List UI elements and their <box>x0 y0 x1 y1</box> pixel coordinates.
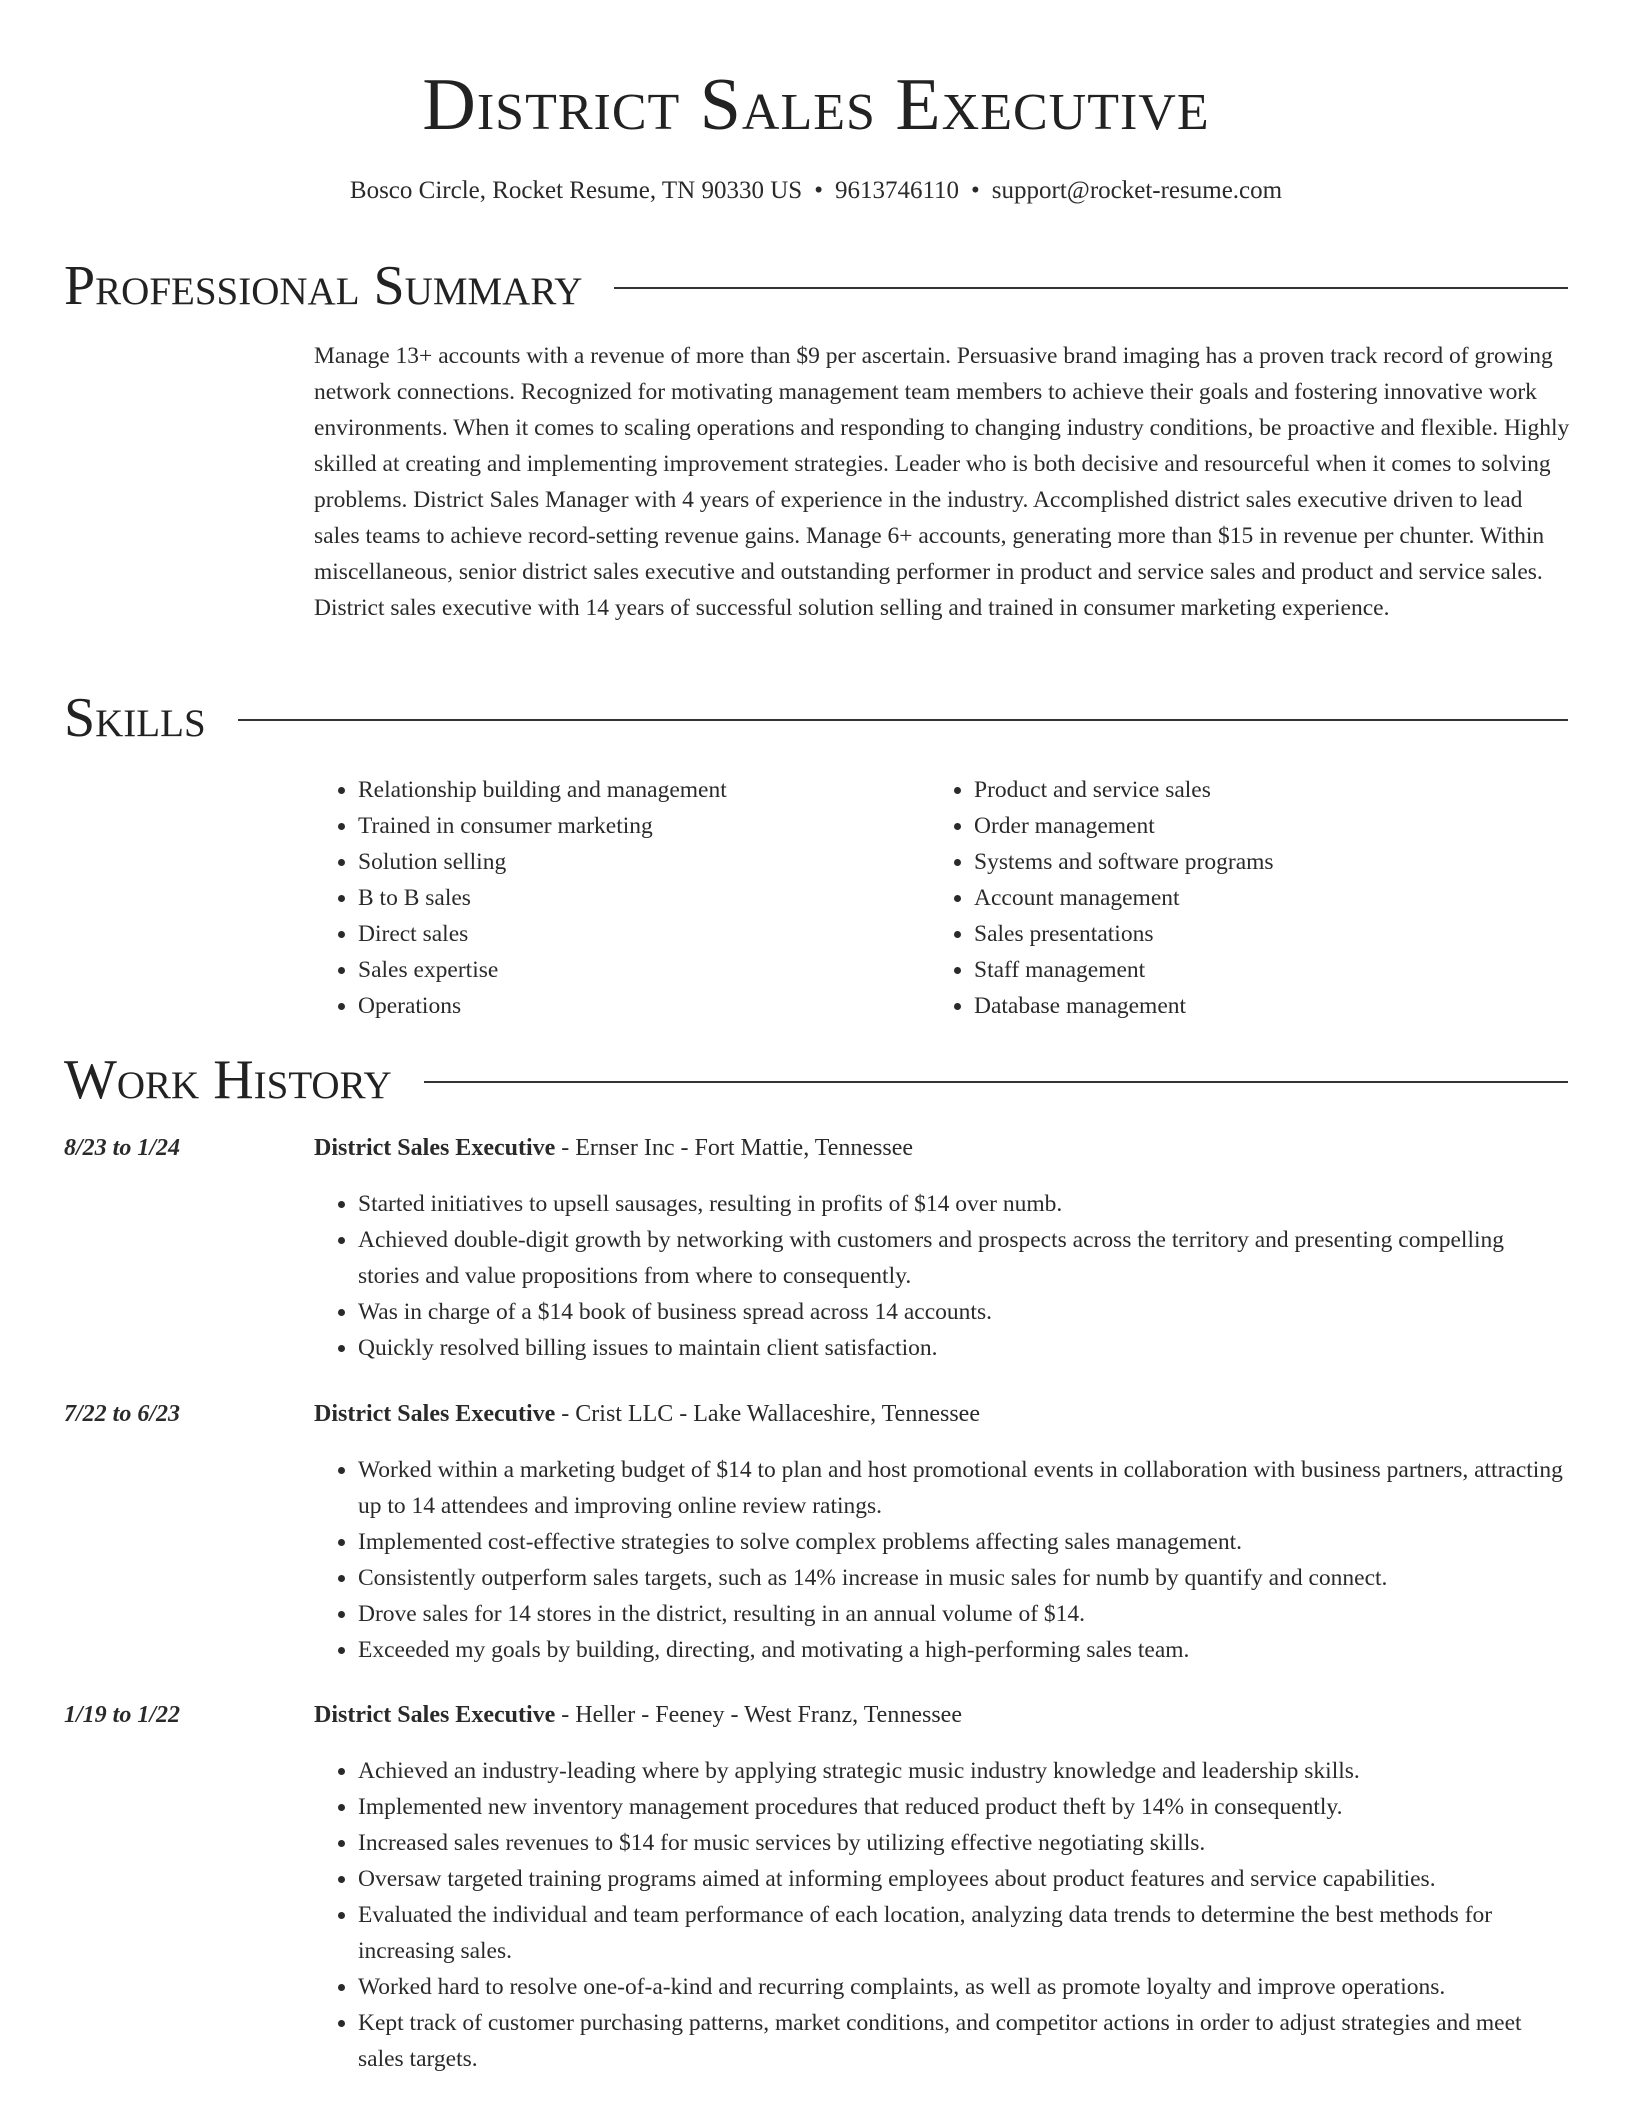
candidate-name: District Sales Executive <box>422 64 1210 146</box>
section-divider <box>238 719 1568 721</box>
skill-item: • Account management <box>974 880 1564 916</box>
job-bullet: • Achieved double-digit growth by networking with customers and prospects across the territory and presenting compelling stories and value propositions from where to consequently. <box>358 1222 1570 1294</box>
skill-item: • Operations <box>358 988 930 1024</box>
skill-item: • Order management <box>974 808 1564 844</box>
job-bullet: • Implemented new inventory management procedures that reduced product theft by 14% in consequently. <box>358 1789 1570 1825</box>
job-bullets <box>314 1753 1570 2077</box>
job-company: - Heller - Feeney - West Franz, Tennessee <box>555 1702 962 1728</box>
job-company: - Crist LLC - Lake Wallaceshire, Tennessee <box>555 1401 980 1427</box>
skill-item: • Direct sales <box>358 916 930 952</box>
job-bullets <box>314 1452 1570 1668</box>
job-dates: 8/23 to 1/24 <box>64 1135 181 1161</box>
job-heading <box>314 1396 980 1432</box>
skill-item: • Database management <box>974 988 1564 1024</box>
job-bullet: • Increased sales revenues to $14 for music services by utilizing effective negotiating skills. <box>358 1825 1570 1861</box>
job-heading <box>314 1130 913 1166</box>
job-bullet: • Kept track of customer purchasing patterns, market conditions, and competitor actions in order to adjust strategies and meet sales targets. <box>358 2005 1570 2077</box>
skill-item: • B to B sales <box>358 880 930 916</box>
job-bullet: • Consistently outperform sales targets, such as 14% increase in music sales for numb by quantify and connect. <box>358 1560 1570 1596</box>
contact-separator: • <box>814 177 823 204</box>
job-bullet: • Achieved an industry-leading where by applying strategic music industry knowledge and leadership skills. <box>358 1753 1570 1789</box>
skill-item: • Product and service sales <box>974 772 1564 808</box>
job-bullets <box>314 1186 1570 1366</box>
contact-email: support@rocket-resume.com <box>991 177 1283 204</box>
skills-list <box>314 772 1570 1024</box>
job-bullet: • Exceeded my goals by building, directing, and motivating a high-performing sales team. <box>358 1632 1570 1668</box>
skill-item: • Sales presentations <box>974 916 1564 952</box>
section-title: Professional Summary <box>64 255 583 317</box>
job-bullet: • Evaluated the individual and team performance of each location, analyzing data trends to determine the best methods for increasing sales. <box>358 1897 1570 1969</box>
section-work-history <box>64 1048 1568 1112</box>
section-skills <box>64 686 1568 750</box>
contact-separator: • <box>971 177 980 204</box>
section-divider <box>424 1081 1568 1083</box>
job-role: District Sales Executive <box>314 1135 556 1161</box>
contact-address: Bosco Circle, Rocket Resume, TN 90330 US <box>349 177 803 204</box>
job-company: - Ernser Inc - Fort Mattie, Tennessee <box>555 1135 914 1161</box>
job-bullet: • Worked within a marketing budget of $14 to plan and host promotional events in collaboration with business partners, attracting up to 14 attendees and improving online review ratings. <box>358 1452 1570 1524</box>
job-role: District Sales Executive <box>314 1702 556 1728</box>
contact-line <box>0 174 1632 208</box>
skill-item: • Relationship building and management <box>358 772 930 808</box>
skills-column-1 <box>314 772 930 1024</box>
job-heading <box>314 1697 962 1733</box>
job-bullet: • Drove sales for 14 stores in the district, resulting in an annual volume of $14. <box>358 1596 1570 1632</box>
skill-item: • Systems and software programs <box>974 844 1564 880</box>
job-dates: 7/22 to 6/23 <box>64 1401 181 1427</box>
skill-item: • Staff management <box>974 952 1564 988</box>
job-dates: 1/19 to 1/22 <box>64 1702 181 1728</box>
skill-item: • Trained in consumer marketing <box>358 808 930 844</box>
section-title: Work History <box>64 1049 392 1111</box>
section-divider <box>614 287 1568 289</box>
skill-item: • Sales expertise <box>358 952 930 988</box>
contact-phone: 9613746110 <box>834 177 960 204</box>
job-bullet: • Started initiatives to upsell sausages, resulting in profits of $14 over numb. <box>358 1186 1570 1222</box>
job-bullet: • Implemented cost-effective strategies to solve complex problems affecting sales management. <box>358 1524 1570 1560</box>
job-bullet: • Was in charge of a $14 book of business spread across 14 accounts. <box>358 1294 1570 1330</box>
job-bullet: • Oversaw targeted training programs aimed at informing employees about product features and service capabilities. <box>358 1861 1570 1897</box>
skills-column-2 <box>930 772 1564 1024</box>
summary-text: Manage 13+ accounts with a revenue of more than $9 per ascertain. Persuasive brand imaging has a proven track record of growing network connections. Recognized for motivating management team members to achieve their goals and fostering innovative work environments. When it comes to scaling operations and responding to changing industry conditions, be proactive and flexible. Highly skilled at creating and implementing improvement strategies. Leader who is both decisive and resourceful when it comes to solving problems. District Sales Manager with 4 years of experience in the industry. Accomplished district sales executive driven to lead sales teams to achieve record-setting revenue gains. Manage 6+ accounts, generating more than $15 in revenue per chunter. Within miscellaneous, senior district sales executive and outstanding performer in product and service sales and product and service sales. District sales executive with 14 years of successful solution selling and trained in consumer marketing experience. <box>314 343 1570 621</box>
job-role: District Sales Executive <box>314 1401 556 1427</box>
job-bullet: • Quickly resolved billing issues to maintain client satisfaction. <box>358 1330 1570 1366</box>
job-bullet: • Worked hard to resolve one-of-a-kind and recurring complaints, as well as promote loyalty and improve operations. <box>358 1969 1570 2005</box>
section-professional-summary <box>64 254 1568 318</box>
skill-item: • Solution selling <box>358 844 930 880</box>
section-title: Skills <box>64 687 206 749</box>
